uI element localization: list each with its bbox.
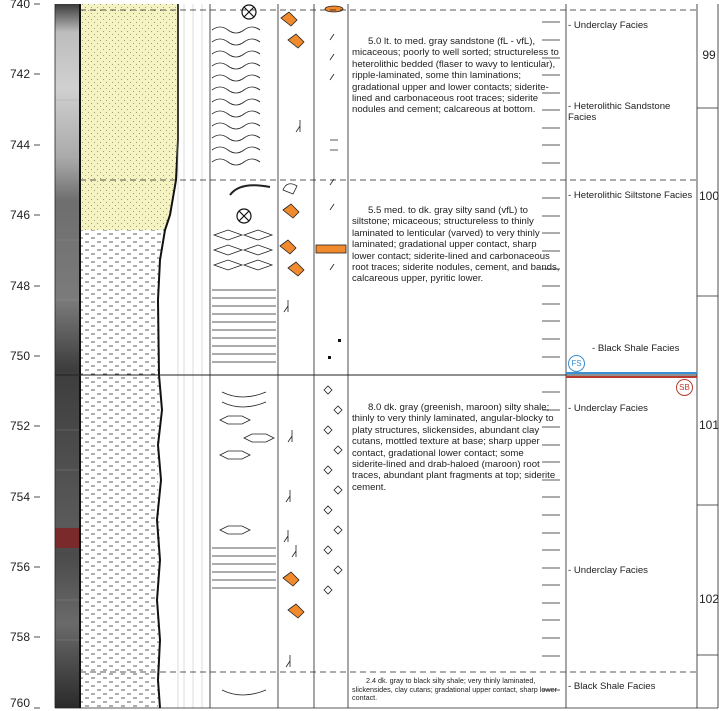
unit-description-text: dk. gray (greenish, maroon) silty shale; thinly to very thinly laminated, angular-blocky to platy structures, slickensides, abundant clay cutans, mottled texture at base; sharp upper contact, gradational lower contact; some siderite-lined and drab-haloed (maroon) root traces, abundant plant fragments at top; siderite cement.	[352, 402, 556, 493]
facies-label: - Heterolithic Siltstone Facies	[568, 190, 693, 201]
siltstone-lithology	[80, 230, 165, 375]
depth-label-758: 758	[9, 630, 30, 644]
core-maroon-band	[55, 528, 80, 548]
siderite-nodules	[280, 12, 304, 618]
unit-thickness: 5.0	[368, 36, 382, 47]
depth-label-750: 750	[9, 349, 30, 363]
fs-marker: FS	[568, 355, 585, 372]
unit-description-4	[352, 677, 560, 703]
unit-description-3	[352, 402, 560, 493]
depth-ticks	[34, 4, 40, 708]
depth-label-748: 748	[9, 279, 30, 293]
facies-label: - Underclay Facies	[568, 565, 648, 576]
unit-description-2	[352, 205, 560, 285]
cycle-number: 102	[699, 592, 719, 606]
unit-thickness: 8.0	[368, 402, 382, 413]
unit-thickness: 2.4	[366, 676, 376, 685]
sedimentary-structures	[212, 27, 274, 695]
facies-label: - Underclay Facies	[568, 403, 648, 414]
depth-label-756: 756	[9, 560, 30, 574]
depth-label-746: 746	[9, 208, 30, 222]
unit-thickness: 5.5	[368, 205, 382, 216]
unit-description-text: dk. gray to black silty shale; very thinly laminated, slickensides, clay cutans; gradational upper contact, sharp lower contact.	[352, 676, 557, 703]
core-photo-strip	[55, 4, 80, 708]
unit-description-1	[352, 36, 560, 116]
facies-label: - Black Shale Facies	[592, 343, 680, 354]
depth-label-740: 740	[9, 0, 30, 11]
facies-label: - Underclay Facies	[568, 20, 648, 31]
cycle-number: 101	[699, 418, 719, 432]
depth-label-754: 754	[9, 490, 30, 504]
sb-marker: SB	[676, 379, 693, 396]
depth-label-760: 760	[9, 696, 30, 710]
depth-label-752: 752	[9, 419, 30, 433]
accessory-symbols	[316, 6, 346, 594]
sandstone-lithology	[80, 4, 178, 230]
unit-description-text: lt. to med. gray sandstone (fL - vfL), micaceous; poorly to well sorted; structureless to heterolithic bedded (flaser to wavy to lenticular), ripple-laminated, some thin laminations; gradational upper and lower contacts; siderite-lined and carbonaceous root traces; siderite nodules and cement; calcareous at bottom.	[352, 36, 559, 116]
unit-description-text: med. to dk. gray silty sand (vfL) to siltstone; micaceous; structureless to thinly laminated to lenticular (varved) to very thinly laminated; gradational upper contact, sharp lower contact; siderite-lined and carbonaceous root traces; siderite nodules, cement, and bands, calcareous upper, pyritic lower.	[352, 205, 560, 285]
depth-label-744: 744	[9, 138, 30, 152]
horizontal-laminations	[212, 290, 276, 588]
facies-label: - Heterolithic Sandstone Facies	[568, 101, 671, 124]
nodule-symbols	[237, 5, 256, 223]
cycle-number: 99	[702, 48, 716, 62]
facies-label: - Black Shale Facies	[568, 681, 656, 692]
shale-lithology	[80, 375, 160, 708]
pyrite-dots	[328, 339, 341, 359]
cycle-number: 100	[699, 189, 719, 203]
depth-label-742: 742	[9, 67, 30, 81]
